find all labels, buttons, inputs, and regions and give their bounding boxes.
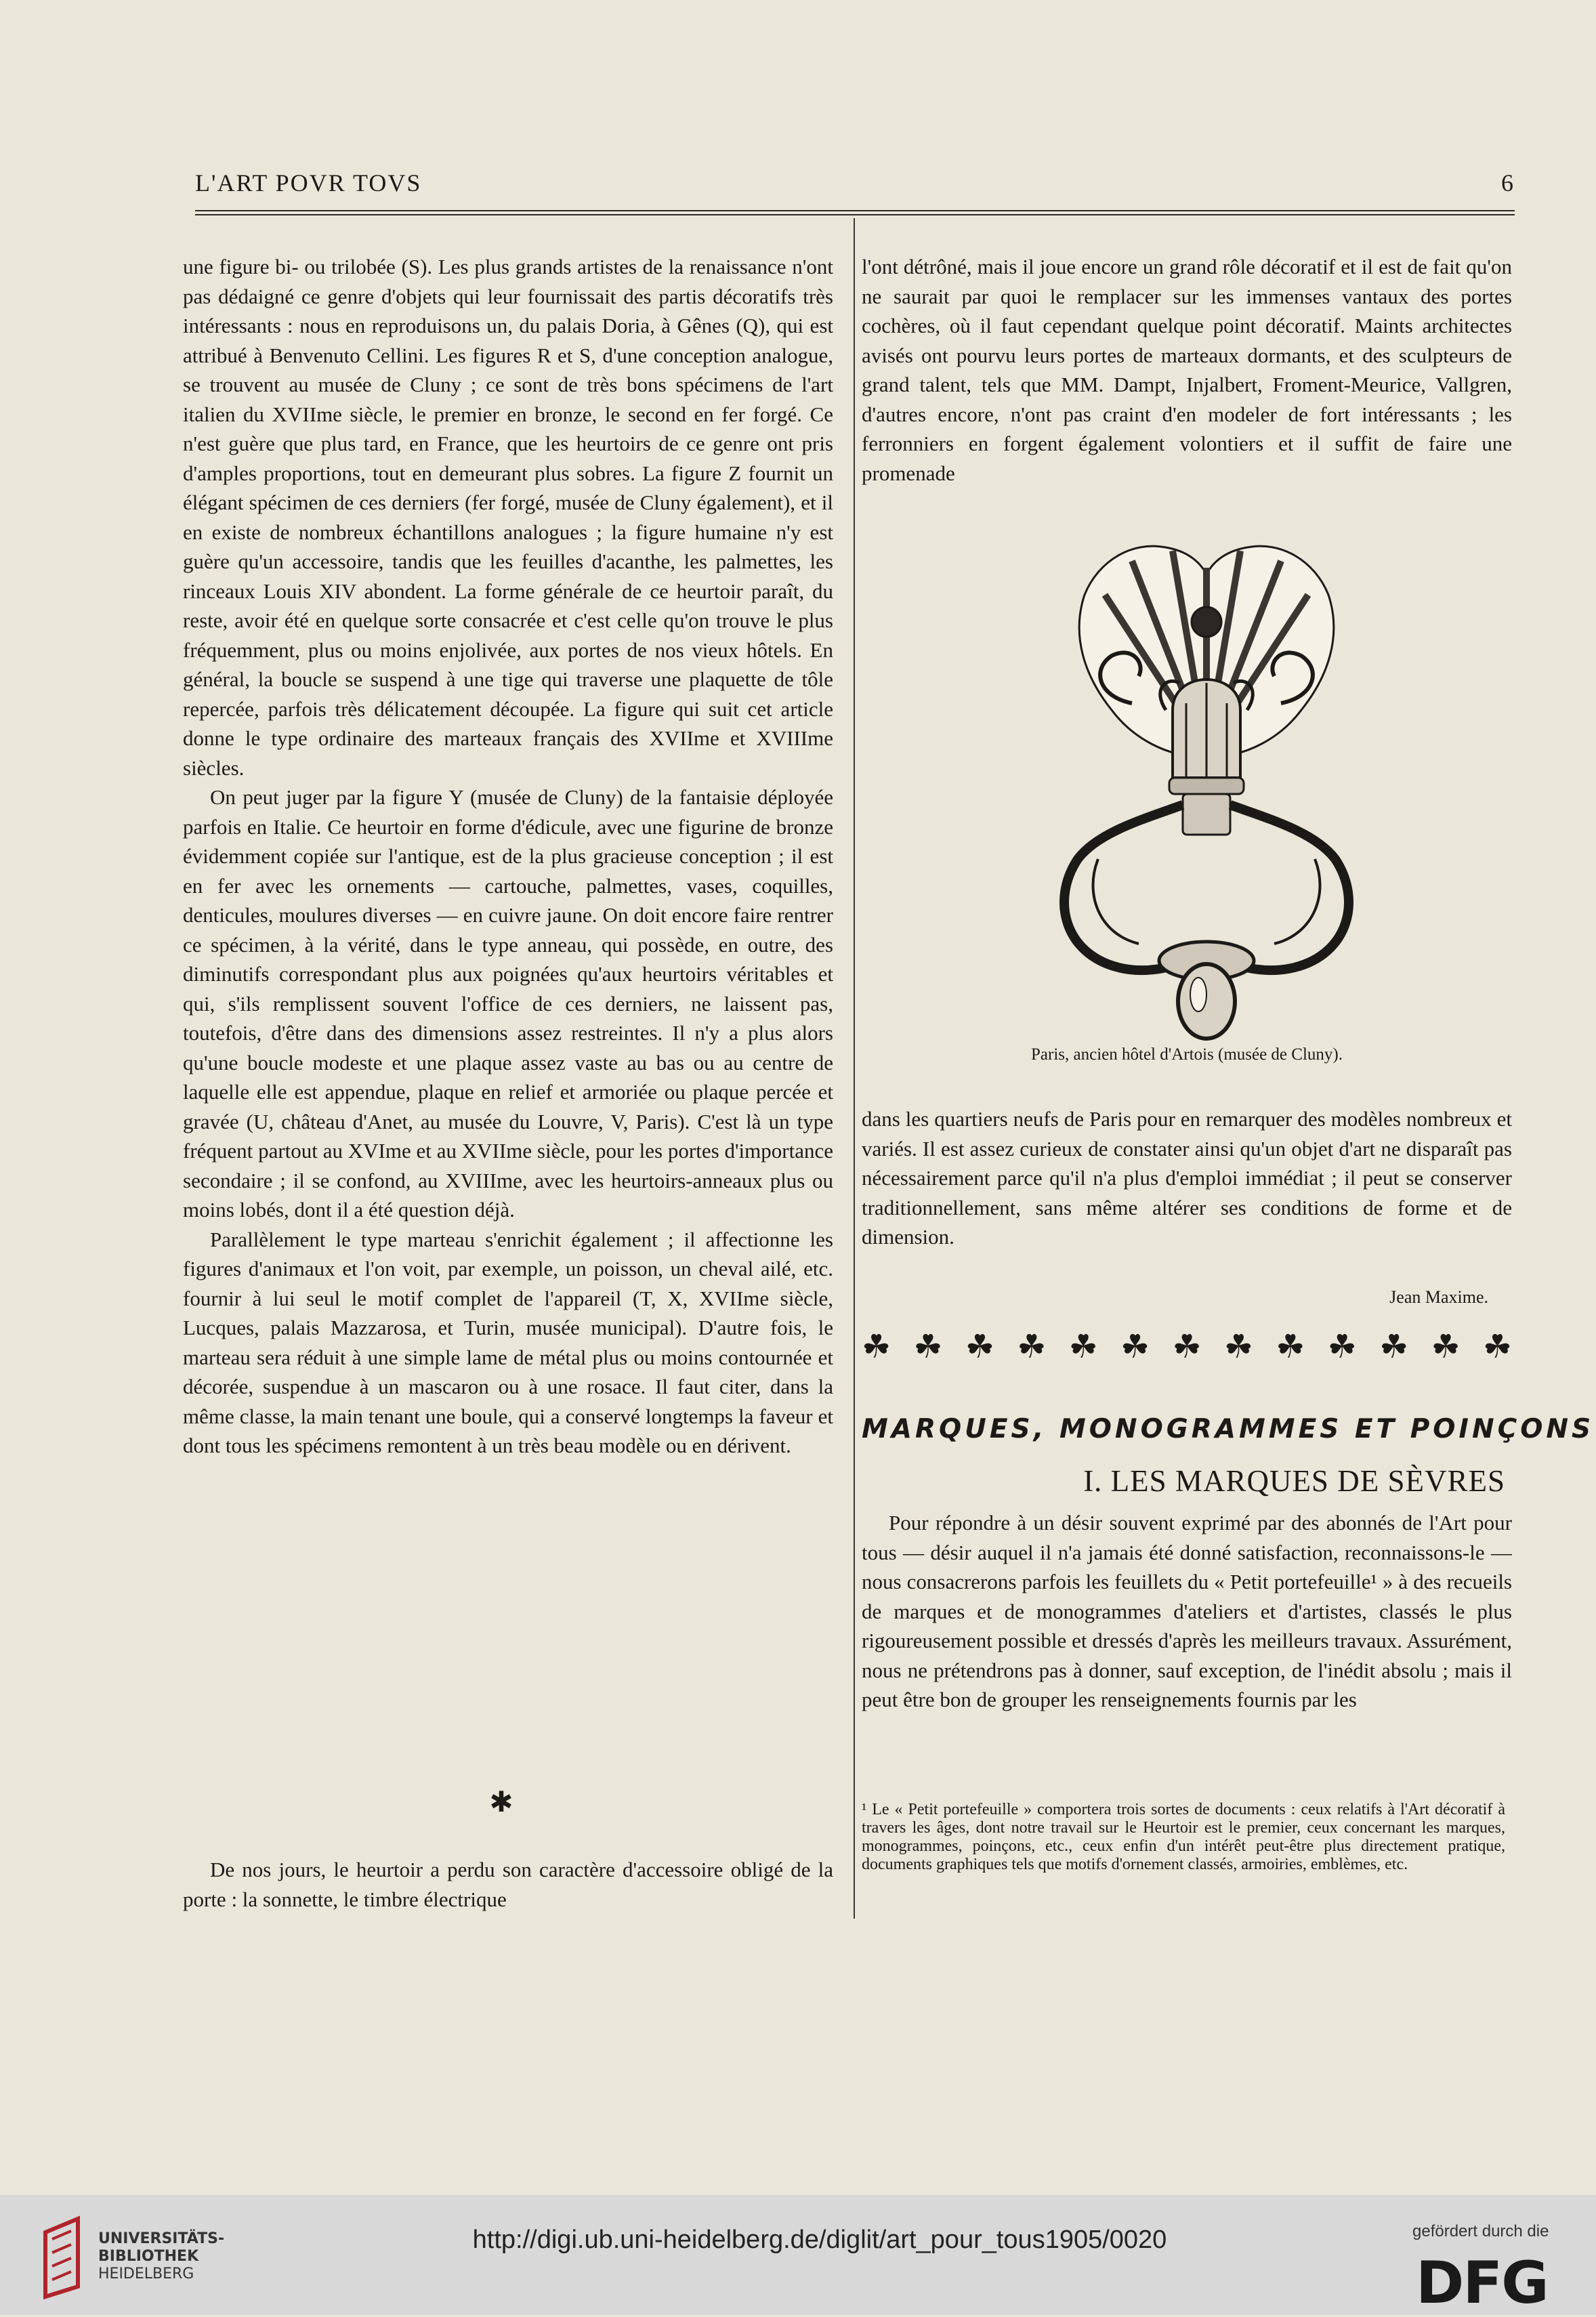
clover-ornament-icon: ☘	[913, 1328, 943, 1366]
right-column-section-text	[862, 1508, 1512, 1779]
clover-ornament-icon: ☘	[862, 1328, 891, 1366]
header-rule-top	[195, 210, 1515, 211]
funding-label: gefördert durch die	[1412, 2222, 1549, 2240]
section-title: MARQUES, MONOGRAMMES ET POINÇONS	[862, 1414, 1595, 1444]
clover-ornament-icon: ☘	[1172, 1328, 1202, 1366]
library-name-line-2: BIBLIOTHEK	[98, 2248, 199, 2265]
section-paragraph: Pour répondre à un désir souvent exprimé par des abonnés de l'Art pour tous — désir auquel il n'a jamais été donné satisfaction, reconnaissons-le — nous consacrerons parfois les feuillets du « Petit portefeuille¹ » à des recueils de marques et de monogrammes d'ateliers et d'artistes, classés le plus rigoureusement possible et dressés d'après les meilleurs travaux. Assurément, nous ne prétendrons pas à donner, sauf exception, de l'inédit absolu ; mais il peut être bon de grouper les renseignements fournis par les	[862, 1511, 1512, 1711]
journal-title: L'ART POVR TOVS	[195, 169, 422, 196]
clover-ornament-row	[862, 1328, 1512, 1369]
clover-ornament-icon: ☘	[1223, 1328, 1253, 1366]
clover-ornament-icon: ☘	[1276, 1328, 1305, 1366]
paragraph-1: une figure bi- ou trilobée (S). Les plus grands artistes de la renaissance n'ont pas dédaigné ce genre d'objets qui leur fournissait des partis décoratifs très intéressants : nous en reproduisons un, du palais Doria, à Gênes (Q), qui est attribué à Benvenuto Cellini. Les figures R et S, d'une conception analogue, se trouvent au musée de Cluny ; ce sont de très bons spécimens de l'art italien du XVIIme siècle, le premier en bronze, le second en fer forgé. Ce n'est guère que plus tard, en France, que les heurtoirs de ce genre ont pris d'amples proportions, tout en demeurant plus sobres. La figure Z fournit un élégant spécimen de ces derniers (fer forgé, musée de Cluny également), et il en existe de nombreux échantillons analogues ; la figure humaine n'y est guère qu'un accessoire, tandis que les feuilles d'acanthe, les palmettes, les rinceaux Louis XIV abondent. La forme générale de ce heurtoir paraît, du reste, avoir été en quelque sorte consacrée et c'est celle qu'on trouve le plus fréquemment, plus ou moins enjolivée, aux portes de nos vieux hôtels. En général, la boucle se suspend à une tige qui traverse une plaquette de tôle repercée, parfois très délicatement découpée. La figure qui suit cet article donne le type ordinaire des marteaux français des XVIIme et XVIIIme siècles.	[183, 255, 833, 780]
closing-paragraph: De nos jours, le heurtoir a perdu son caractère d'accessoire obligé de la porte : la sonnette, le timbre électrique	[183, 1858, 833, 1911]
footnote: ¹ Le « Petit portefeuille » comportera trois sortes de documents : ceux relatifs à l'Art décoratif à travers les âges, dont notre travail sur le Heurtoir est le premier, ceux concernant les marques, monogrammes, poinçons, etc., ceux enfin d'un intérêt peut-être plus directement pratique, documents graphiques tels que motifs d'ornement classés, armoiries, emblèmes, etc.	[862, 1801, 1505, 1873]
paragraph-continuation: l'ont détrôné, mais il joue encore un grand rôle décoratif et il est de fait qu'on ne saurait par quoi le remplacer sur les immenses vantaux des portes cochères, où il faut cependant quelque point décoratif. Maints architectes avisés ont pourvu leurs portes de marteaux dormants, et des sculpteurs de grand talent, tels que MM. Dampt, Injalbert, Froment-Meurice, Vallgren, d'autres encore, n'ont pas craint d'en modeler de fort intéressants ; les ferronniers en forgent également volontiers et il suffit de faire une promenade	[862, 255, 1512, 485]
clover-ornament-icon: ☘	[965, 1328, 994, 1366]
paragraph-2: On peut juger par la figure Y (musée de Cluny) de la fantaisie déployée parfois en Italie. Ce heurtoir en forme d'édicule, avec une figurine de bronze évidemment copiée sur l'antique, est de la plus gracieuse conception ; il est en fer avec les ornements — cartouche, palmettes, vases, coquilles, denticules, moulures diverses — en cuivre jaune. On doit encore faire rentrer ce spécimen, à la vérité, dans le type anneau, qui possède, en outre, des diminutifs correspondant plus aux poignées qu'aux heurtoirs véritables et qui, s'ils remplissent souvent l'office de ces derniers, ne laissent pas, toutefois, d'être dans des dimensions assez restreintes. Il n'y a plus alors qu'une boucle modeste et une plaque assez vaste au bas ou au centre de laquelle elle est appendue, plaque en relief et armoriée ou plaque percée et gravée (U, château d'Anet, au musée du Louvre, V, Paris). C'est là un type fréquent partout au XVIme et au XVIIme siècle, pour les portes d'importance secondaire ; il se confond, au XVIIIme, avec les heurtoirs-anneaux plus ou moins lobés, dont il a été question déjà.	[183, 785, 833, 1222]
clover-ornament-icon: ☘	[1431, 1328, 1461, 1366]
right-column-middle-text	[862, 1104, 1512, 1287]
clover-ornament-icon: ☘	[1327, 1328, 1357, 1366]
library-name-line-1: UNIVERSITÄTS-	[98, 2230, 225, 2247]
author-signature: Jean Maxime.	[1389, 1287, 1488, 1307]
right-column-top-text	[862, 252, 1512, 523]
header-rule-bottom	[195, 214, 1515, 215]
library-name-line-3: HEIDELBERG	[98, 2266, 194, 2282]
clover-ornament-icon: ☘	[1379, 1328, 1409, 1366]
university-library-logo-icon	[37, 2212, 91, 2300]
door-knocker-drawing	[1030, 534, 1383, 1056]
page-number: 6	[1501, 169, 1515, 196]
paragraph-3: Parallèlement le type marteau s'enrichit également ; il affectionne les figures d'animaux et l'on voit, par exemple, un poisson, un cheval ailé, etc. fournir à lui seul le motif complet de l'appareil (T, X, XVIIme siècle, Lucques, palais Mazzarosa, et Turin, musée municipal). D'autre fois, le marteau sera réduit à une simple lame de métal plus ou moins contournée et décorée, suspendue à un mascaron ou à une rosace. Il faut citer, dans la même classe, la main tenant une boule, qui a conservé longtemps la faveur et dont tous les spécimens remontent à un très beau modèle ou en dérivent.	[183, 1227, 833, 1457]
permalink-url[interactable]: http://digi.ub.uni-heidelberg.de/diglit/art_pour_tous1905/0020	[472, 2226, 1167, 2254]
running-header	[195, 169, 1515, 196]
figure-caption: Paris, ancien hôtel d'Artois (musée de Cluny).	[1031, 1045, 1343, 1064]
paragraph-after-figure: dans les quartiers neufs de Paris pour en remarquer des modèles nombreux et variés. Il est assez curieux de constater ainsi qu'un objet d'art ne disparaît pas nécessairement parce qu'il n'a plus d'emploi immédiat ; il peut se conserver traditionnellement, sans même altérer ses conditions de forme et de dimension.	[862, 1107, 1512, 1249]
left-column-closing	[183, 1855, 833, 1919]
dfg-logo: DFG	[1416, 2249, 1548, 2317]
clover-ornament-icon: ☘	[1120, 1328, 1150, 1366]
column-divider	[854, 218, 855, 1919]
clover-ornament-icon: ☘	[1482, 1328, 1512, 1366]
university-library-name	[98, 2230, 274, 2283]
asterism-separator: ✱	[489, 1785, 513, 1818]
left-column-text	[183, 252, 833, 1780]
subsection-title: I. LES MARQUES DE SÈVRES	[1083, 1464, 1505, 1498]
clover-ornament-icon: ☘	[1068, 1328, 1098, 1366]
clover-ornament-icon: ☘	[1017, 1328, 1047, 1366]
door-knocker-illustration	[1030, 534, 1383, 1056]
